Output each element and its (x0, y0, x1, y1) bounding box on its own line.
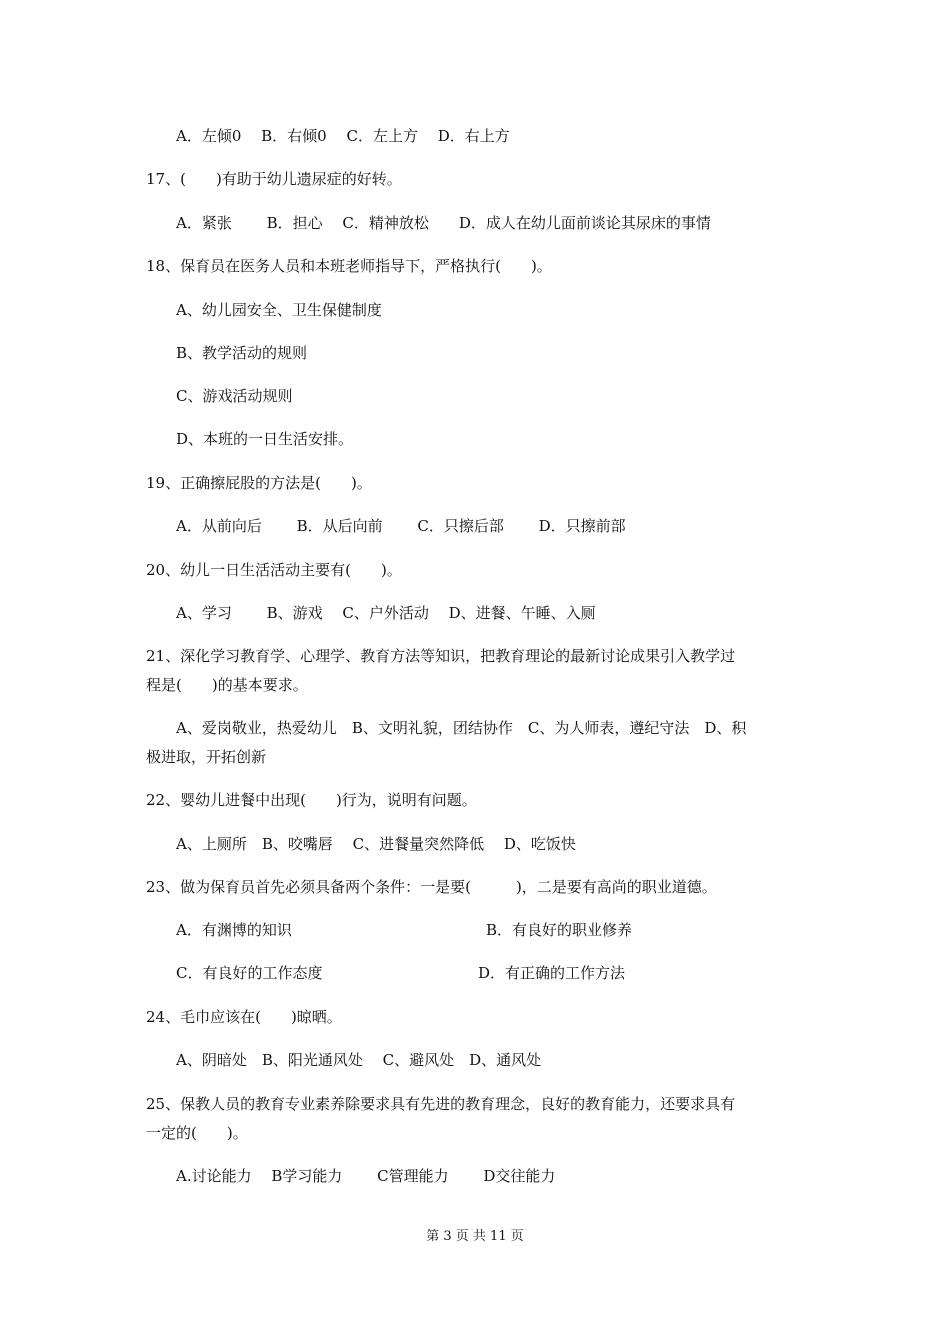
q23-option-c: C．有良好的工作态度 (176, 964, 323, 982)
q25-options: A.讨论能力 B学习能力 C管理能力 D交往能力 (176, 1167, 556, 1185)
q16-options: A．左倾0 B．右倾0 C．左上方 D．右上方 (176, 127, 510, 145)
q21-stem-line1: 21、深化学习教育学、心理学、教育方法等知识，把教育理论的最新讨论成果引入教学过 (146, 647, 736, 665)
q24-stem: 24、毛巾应该在( )晾晒。 (146, 1008, 342, 1026)
q19-stem: 19、正确擦屁股的方法是( )。 (146, 474, 372, 492)
q19-options: A．从前向后 B．从后向前 C．只擦后部 D．只擦前部 (176, 517, 626, 535)
q17-stem: 17、( )有助于幼儿遗尿症的好转。 (146, 170, 402, 188)
q17-options: A．紧张 B．担心 C．精神放松 D．成人在幼儿面前谈论其尿床的事情 (176, 214, 711, 232)
q23-option-a: A．有渊博的知识 (176, 921, 292, 939)
q21-stem-line2: 程是( )的基本要求。 (146, 676, 308, 694)
q23-stem: 23、做为保育员首先必须具备两个条件：一是要( )，二是要有高尚的职业道德。 (146, 878, 717, 896)
q20-stem: 20、幼儿一日生活活动主要有( )。 (146, 561, 402, 579)
q24-options: A、阴暗处 B、阳光通风处 C、避风处 D、通风处 (176, 1051, 542, 1069)
page-footer: 第 3 页 共 11 页 (426, 1229, 524, 1244)
q20-options: A、学习 B、游戏 C、户外活动 D、进餐、午睡、入厕 (176, 604, 596, 622)
q22-options: A、上厕所 B、咬嘴唇 C、进餐量突然降低 D、吃饭快 (176, 835, 576, 853)
q22-stem: 22、婴幼儿进餐中出现( )行为，说明有问题。 (146, 791, 477, 809)
q18-option-a: A、幼儿园安全、卫生保健制度 (176, 301, 382, 319)
q25-stem-line2: 一定的( )。 (146, 1124, 248, 1142)
q21-options-line1: A、爱岗敬业，热爱幼儿 B、文明礼貌，团结协作 C、为人师表，遵纪守法 D、积 (176, 719, 747, 737)
q18-option-b: B、教学活动的规则 (176, 344, 308, 362)
q18-option-d: D、本班的一日生活安排。 (176, 430, 354, 448)
q23-option-d: D．有正确的工作方法 (478, 964, 626, 982)
q25-stem-line1: 25、保教人员的教育专业素养除要求具有先进的教育理念，良好的教育能力，还要求具有 (146, 1095, 736, 1113)
q21-options-line2: 极进取，开拓创新 (146, 748, 267, 766)
q18-option-c: C、游戏活动规则 (176, 387, 293, 405)
q23-option-b: B．有良好的职业修养 (486, 921, 633, 939)
q18-stem: 18、保育员在医务人员和本班老师指导下，严格执行( )。 (146, 257, 552, 275)
